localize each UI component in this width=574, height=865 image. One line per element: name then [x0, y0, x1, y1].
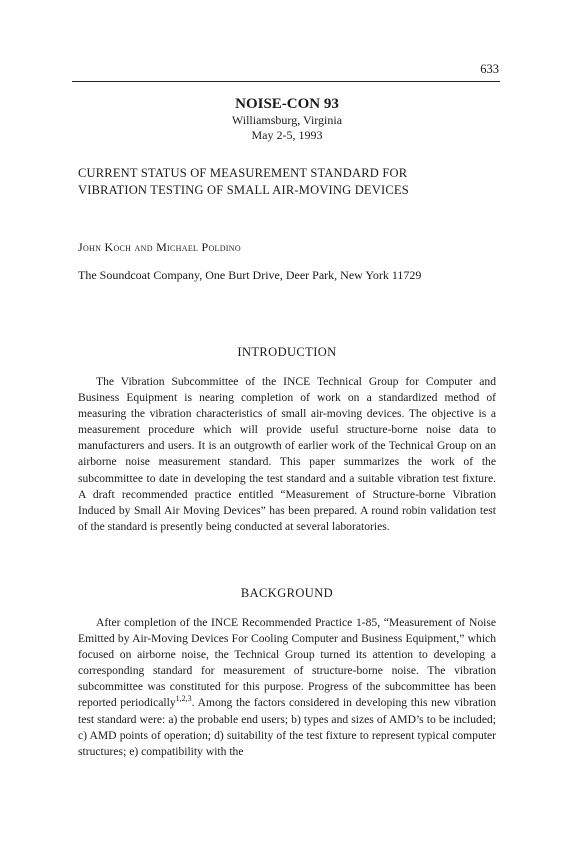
- conference-title: NOISE-CON 93: [235, 96, 339, 112]
- background-text-1: After completion of the INCE Recommended Practice 1-85, “Measurement of Noise Emitted by Air-Moving Devices For Cooling Computer and Business Equipment,” which focused on airborne noise, the Technical Group turned its attention to developing a corresponding standard for measurement of structure-borne noise. The vibration subcommittee was constituted for this purpose. Progress of the subcommittee has been reported periodically: [78, 616, 496, 710]
- reference-superscript: 1,2,3: [175, 694, 192, 704]
- paper-title: [78, 165, 498, 199]
- authors: John Koch and Michael Poldino: [78, 240, 241, 254]
- affiliation: The Soundcoat Company, One Burt Drive, Deer Park, New York 11729: [78, 268, 422, 282]
- background-heading: BACKGROUND: [240, 586, 334, 600]
- introduction-paragraph: [78, 374, 496, 535]
- paper-title-line-2: VIBRATION TESTING OF SMALL AIR-MOVING DEVICES: [78, 183, 409, 197]
- background-text-2: . Among the factors considered in developing this new vibration test standard were: a) the probable end users; b) types and sizes of AMD’s to be included; c) AMD points of operation; d) suitability of the test fixture to represent typical computer structures; e) compatibility with the: [78, 696, 496, 758]
- conference-date: May 2-5, 1993: [251, 128, 323, 142]
- paper-title-line-1: CURRENT STATUS OF MEASUREMENT STANDARD FOR: [78, 166, 408, 180]
- background-paragraph: [78, 615, 496, 760]
- conference-place: Williamsburg, Virginia: [231, 113, 343, 127]
- introduction-text: The Vibration Subcommittee of the INCE Technical Group for Computer and Business Equipment is nearing completion of work on a standardized method of measuring the vibration characteristics of small air-moving devices. The objective is a measurement procedure which will provide useful structure-borne noise data to manufacturers and users. It is an outgrowth of earlier work of the Technical Group on an airborne noise measurement standard. This paper summarizes the work of the subcommittee to date in developing the test standard and a suitable vibration test fixture. A draft recommended practice entitled “Measurement of Structure-borne Vibration Induced by Small Air Moving Devices” has been prepared. A round robin validation test of the standard is presently being conducted at several laboratories.: [78, 375, 496, 533]
- header-rule: [72, 81, 500, 82]
- introduction-heading: INTRODUCTION: [237, 345, 337, 359]
- page-number: 633: [480, 62, 499, 76]
- conference-block: [0, 96, 574, 143]
